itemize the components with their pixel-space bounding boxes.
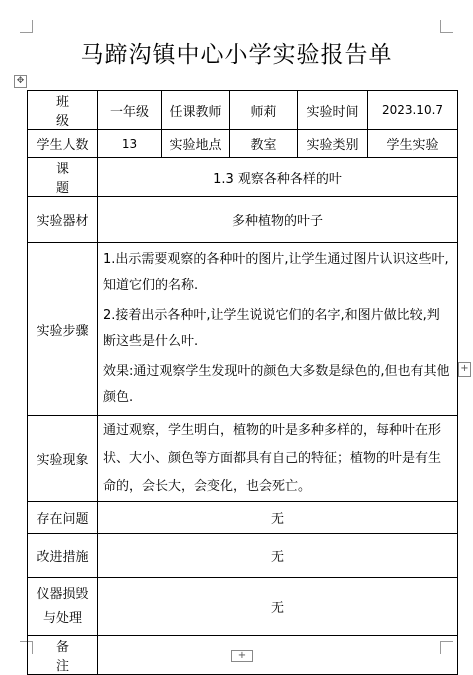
phenomenon-text: 通过观察，学生明白，植物的叶是多种多样的，每种叶在形状、大小、颜色等方面都具有自己的特征；植物的叶是有生命的，会长大，会变化，也会死亡。 <box>103 422 442 494</box>
report-table <box>27 90 458 675</box>
topic-label: 课 题 <box>28 158 98 197</box>
measures-value[interactable]: 无 <box>98 534 458 578</box>
table-row <box>28 243 458 416</box>
table-row <box>28 197 458 243</box>
table-row <box>28 91 458 130</box>
remarks-value[interactable] <box>98 636 458 675</box>
step-item: 2.接着出示各种叶,让学生说说它们的名字,和图片做比较,判断这些是什么叶. <box>103 308 440 349</box>
step-item: 效果:通过观察学生发现叶的颜色大多数是绿色的,但也有其他颜色. <box>103 364 450 405</box>
table-row <box>28 416 458 502</box>
table-row <box>28 158 458 197</box>
teacher-value[interactable]: 师莉 <box>230 91 298 130</box>
class-label: 班 级 <box>28 91 98 130</box>
page-corner-mark <box>20 20 33 33</box>
step-item: 1.出示需要观察的各种叶的图片,让学生通过图片认识这些叶,知道它们的名称. <box>103 252 449 293</box>
page-title: 马蹄沟镇中心小学实验报告单 <box>80 42 393 68</box>
phenomenon-label: 实验现象 <box>28 416 98 502</box>
table-row <box>28 502 458 534</box>
add-column-icon[interactable]: + <box>458 362 471 377</box>
type-value[interactable]: 学生实验 <box>368 130 458 158</box>
table-move-handle-icon[interactable]: ✥ <box>14 75 27 88</box>
students-value[interactable]: 13 <box>98 130 162 158</box>
damage-label-line1: 仪器损毁 <box>36 586 89 602</box>
topic-value[interactable]: 1.3 观察各种各样的叶 <box>98 158 458 197</box>
place-value[interactable]: 教室 <box>230 130 298 158</box>
table-row <box>28 578 458 636</box>
table-row <box>28 130 458 158</box>
phenomenon-cell[interactable] <box>98 416 458 502</box>
class-value[interactable]: 一年级 <box>98 91 162 130</box>
steps-label: 实验步骤 <box>28 243 98 416</box>
damage-label-line2: 与处理 <box>42 610 82 626</box>
place-label: 实验地点 <box>162 130 230 158</box>
steps-cell[interactable] <box>98 243 458 416</box>
damage-value[interactable]: 无 <box>98 578 458 636</box>
remarks-label: 备 注 <box>28 636 98 675</box>
type-label: 实验类别 <box>298 130 368 158</box>
materials-label: 实验器材 <box>28 197 98 243</box>
time-label: 实验时间 <box>298 91 368 130</box>
materials-value[interactable]: 多种植物的叶子 <box>98 197 458 243</box>
problems-value[interactable]: 无 <box>98 502 458 534</box>
measures-label: 改进措施 <box>28 534 98 578</box>
add-row-icon[interactable]: + <box>231 650 253 662</box>
damage-label <box>28 578 98 636</box>
students-label: 学生人数 <box>28 130 98 158</box>
time-value[interactable]: 2023.10.7 <box>368 91 458 130</box>
problems-label: 存在问题 <box>28 502 98 534</box>
page-corner-mark <box>440 20 453 33</box>
teacher-label: 任课教师 <box>162 91 230 130</box>
table-row <box>28 534 458 578</box>
table-row <box>28 636 458 675</box>
